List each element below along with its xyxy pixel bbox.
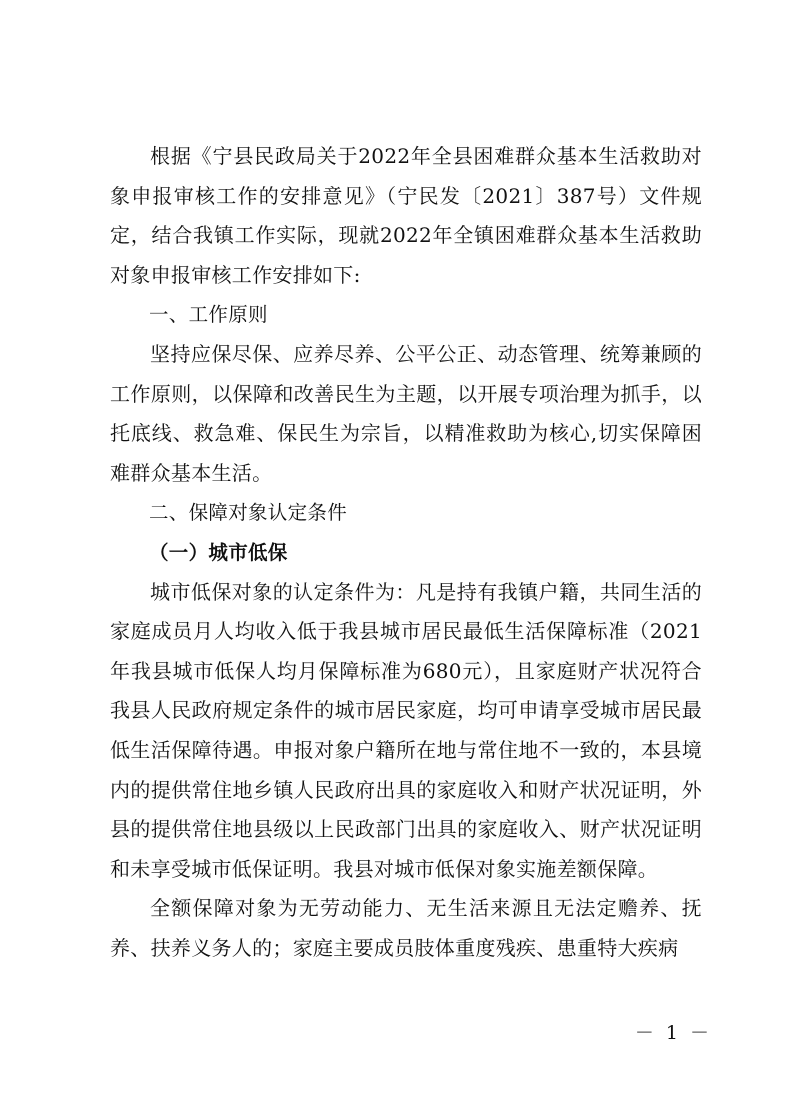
document-body bbox=[110, 137, 702, 968]
subsection-heading-urban-dibao: （一）城市低保 bbox=[149, 540, 288, 564]
urban-dibao-paragraph: 城市低保对象的认定条件为：凡是持有我镇户籍，共同生活的家庭成员月人均收入低于我县城市居民最低生活保障标准（2021年我县城市低保人均月保障标准为680元），且家庭财产状况符合我县人民政府规定条件的城市居民家庭，均可申请享受城市居民最低生活保障待遇。申报对象户籍所在地与常住地不一致的，本县境内的提供常住地乡镇人民政府出具的家庭收入和财产状况证明，外县的提供常住地县级以上民政部门出具的家庭收入、财产状况证明和未享受城市低保证明。我县对城市低保对象实施差额保障。 bbox=[110, 579, 702, 881]
full-guarantee-paragraph: 全额保障对象为无劳动能力、无生活来源且无法定赡养、抚养、扶养义务人的；家庭主要成员肢体重度残疾、患重特大疾病 bbox=[110, 896, 702, 960]
section-heading-principles: 一、工作原则 bbox=[149, 303, 268, 327]
page-number: － 1 － bbox=[634, 1022, 712, 1044]
section-heading-conditions: 二、保障对象认定条件 bbox=[149, 501, 348, 525]
intro-paragraph: 根据《宁县民政局关于2022年全县困难群众基本生活救助对象申报审核工作的安排意见》（宁民发〔2021〕387号）文件规定，结合我镇工作实际，现就2022年全镇困难群众基本生活救助对象申报审核工作安排如下: bbox=[110, 144, 702, 287]
principles-paragraph: 坚持应保尽保、应养尽养、公平公正、动态管理、统筹兼顾的工作原则，以保障和改善民生为主题，以开展专项治理为抓手，以托底线、救急难、保民生为宗旨，以精准救助为核心,切实保障困难群众基本生活。 bbox=[110, 341, 702, 485]
